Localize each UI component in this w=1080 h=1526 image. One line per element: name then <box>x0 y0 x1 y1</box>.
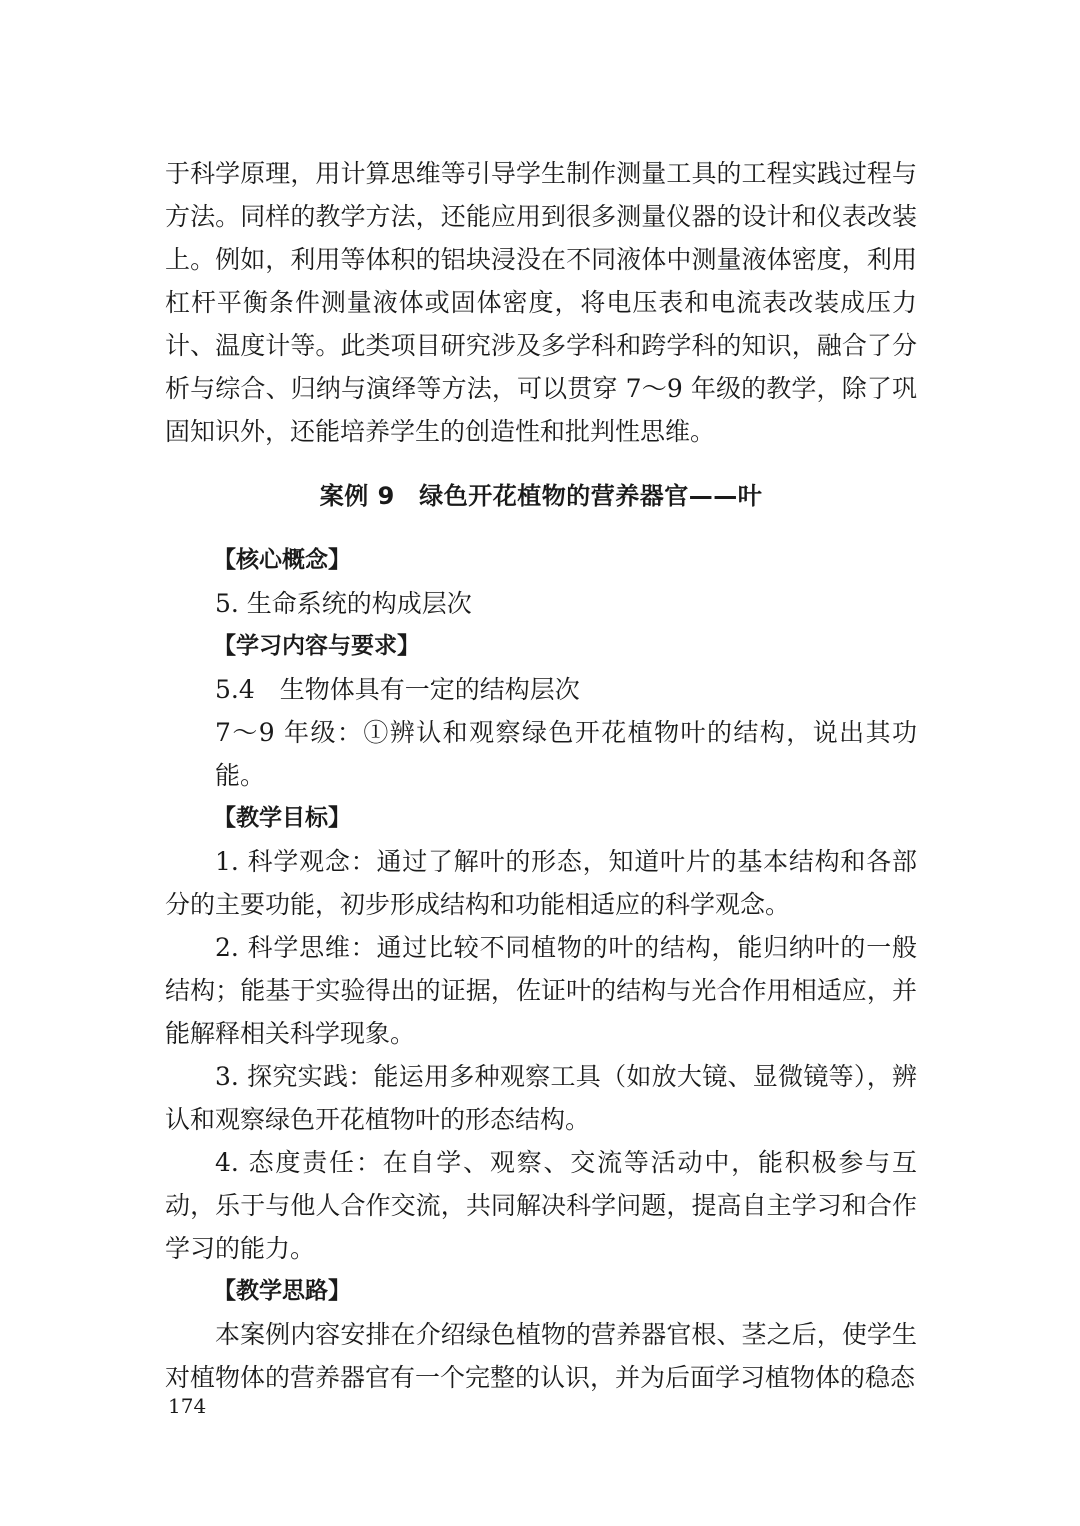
teaching-goal-item: 4. 态度责任：在自学、观察、交流等活动中，能积极参与互动，乐于与他人合作交流，共同解决科学问题，提高自主学习和合作学习的能力。 <box>165 1148 917 1263</box>
teaching-goal-item: 1. 科学观念：通过了解叶的形态，知道叶片的基本结构和各部分的主要功能，初步形成结构和功能相适应的科学观念。 <box>165 847 917 919</box>
core-concept-item: 5. 生命系统的构成层次 <box>215 589 472 618</box>
learning-content-item: 5.4 生物体具有一定的结构层次 <box>215 675 580 704</box>
section-learning-content <box>165 625 917 797</box>
teaching-goal-item: 2. 科学思维：通过比较不同植物的叶的结构，能归纳叶的一般结构；能基于实验得出的证据，佐证叶的结构与光合作用相适应，并能解释相关科学现象。 <box>165 933 917 1048</box>
section-teaching-approach <box>165 1270 917 1399</box>
section-heading: 【教学目标】 <box>213 805 351 831</box>
section-teaching-goals <box>165 797 917 1270</box>
section-heading: 【教学思路】 <box>213 1278 351 1304</box>
teaching-approach-item: 本案例内容安排在介绍绿色植物的营养器官根、茎之后，使学生对植物体的营养器官有一个完整的认识，并为后面学习植物体的稳态 <box>165 1320 917 1392</box>
learning-content-item: 7～9 年级：①辨认和观察绿色开花植物叶的结构，说出其功能。 <box>215 718 917 790</box>
teaching-goal-item: 3. 探究实践：能运用多种观察工具（如放大镜、显微镜等），辨认和观察绿色开花植物叶的形态结构。 <box>165 1062 917 1134</box>
section-heading: 【学习内容与要求】 <box>213 633 420 659</box>
intro-paragraph: 于科学原理，用计算思维等引导学生制作测量工具的工程实践过程与方法。同样的教学方法，还能应用到很多测量仪器的设计和仪表改装上。例如，利用等体积的铝块浸没在不同液体中测量液体密度，利用杠杆平衡条件测量液体或固体密度，将电压表和电流表改装成压力计、温度计等。此类项目研究涉及多学科和跨学科的知识，融合了分析与综合、归纳与演绎等方法，可以贯穿 7～9 年级的教学，除了巩固知识外，还能培养学生的创造性和批判性思维。 <box>165 159 917 446</box>
case-title: 案例 9 绿色开花植物的营养器官——叶 <box>319 482 763 510</box>
section-heading: 【核心概念】 <box>213 547 351 573</box>
page-number: 174 <box>168 1394 207 1418</box>
section-core-concept <box>165 539 917 625</box>
document-page <box>165 152 917 1399</box>
